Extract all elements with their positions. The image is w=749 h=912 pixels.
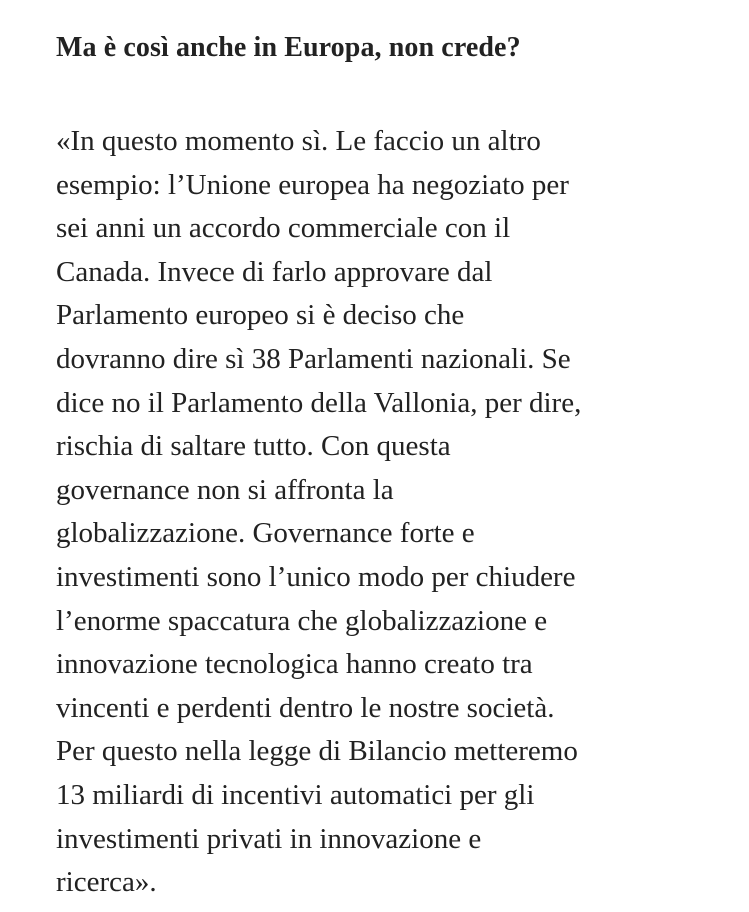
interview-answer (56, 120, 581, 905)
answer-line: Parlamento europeo si è deciso che (56, 299, 465, 332)
answer-line: investimenti privati in innovazione e (56, 822, 482, 855)
answer-line: dovranno dire sì 38 Parlamenti nazionali. Se (56, 342, 571, 375)
answer-line: ricerca». (56, 866, 157, 899)
answer-line: governance non si affronta la (56, 473, 394, 506)
answer-line: esempio: l’Unione europea ha negoziato per (56, 168, 569, 201)
answer-line: sei anni un accordo commerciale con il (56, 212, 511, 245)
answer-line: 13 miliardi di incentivi automatici per gli (56, 778, 535, 811)
answer-line: investimenti sono l’unico modo per chiudere (56, 560, 576, 593)
answer-line: globalizzazione. Governance forte e (56, 517, 475, 550)
answer-line: «In questo momento sì. Le faccio un altro (56, 125, 541, 157)
answer-line: innovazione tecnologica hanno creato tra (56, 648, 533, 681)
answer-line: rischia di saltare tutto. Con questa (56, 430, 451, 463)
answer-line: vincenti e perdenti dentro le nostre società. (56, 691, 555, 724)
answer-line: Per questo nella legge di Bilancio metteremo (56, 735, 578, 768)
answer-line: Canada. Invece di farlo approvare dal (56, 255, 493, 288)
answer-line: l’enorme spaccatura che globalizzazione e (56, 604, 548, 637)
answer-line: dice no il Parlamento della Vallonia, per dire, (56, 386, 582, 419)
article (56, 26, 736, 899)
interview-question: Ma è così anche in Europa, non crede? (56, 32, 521, 63)
